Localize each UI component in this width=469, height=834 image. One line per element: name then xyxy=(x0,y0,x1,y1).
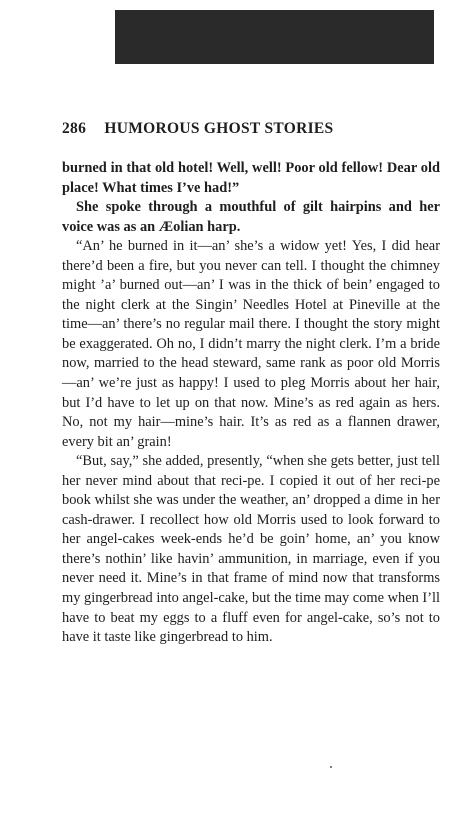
redaction-block xyxy=(115,10,434,64)
paragraph-4: “But, say,” she added, presently, “when she gets better, just tell her never mind about that reci-pe. I copied it out of her reci-pe book whilst she was under the weather, an’ dropped a dime in her cash-drawer. I recollect how old Morris used to look forward to her angel-cakes week-ends he’d be goin’ home, an’ you know there’s nothin’ like havin’ ammunition, in marriage, even if you never need it. Mine’s in that frame of mind now that transforms my gingerbread into angel-cake, but the time may come when I’ll have to beat my eggs to a fluff even for angel-cake, so’s not to have it taste like gingerbread to him. xyxy=(62,453,440,646)
paragraph-2: She spoke through a mouthful of gilt hairpins and her voice was as an Æolian harp. xyxy=(62,199,440,235)
body-text xyxy=(62,159,440,648)
running-title: HUMOROUS GHOST STORIES xyxy=(104,120,334,137)
paragraph-3: “An’ he burned in it—an’ she’s a widow yet! Yes, I did hear there’d been a fire, but you never can tell. I thought the chimney might ’a’ burned out—an’ I was in the thick of bein’ engaged to the night clerk at the Singin’ Needles Hotel at Pineville at the time—an’ there’s no regular mail there. I thought the story might be exaggerated. Oh no, I didn’t marry the night clerk. I’m a bride now, married to the head steward, same rank as poor old Morris—an’ we’re just as happy! I used to pleg Morris about her hair, but I’d have to let up on that now. Mine’s as red again as hers. No, not my hair—mine’s hair. It’s as red as a flannen drawer, every bit an’ grain! xyxy=(62,238,440,450)
page-number: 286 xyxy=(62,120,87,137)
print-speck xyxy=(330,766,332,768)
paragraph-1: burned in that old hotel! Well, well! Poor old fellow! Dear old place! What times I’ve had!” xyxy=(62,160,440,196)
running-head xyxy=(62,120,333,138)
